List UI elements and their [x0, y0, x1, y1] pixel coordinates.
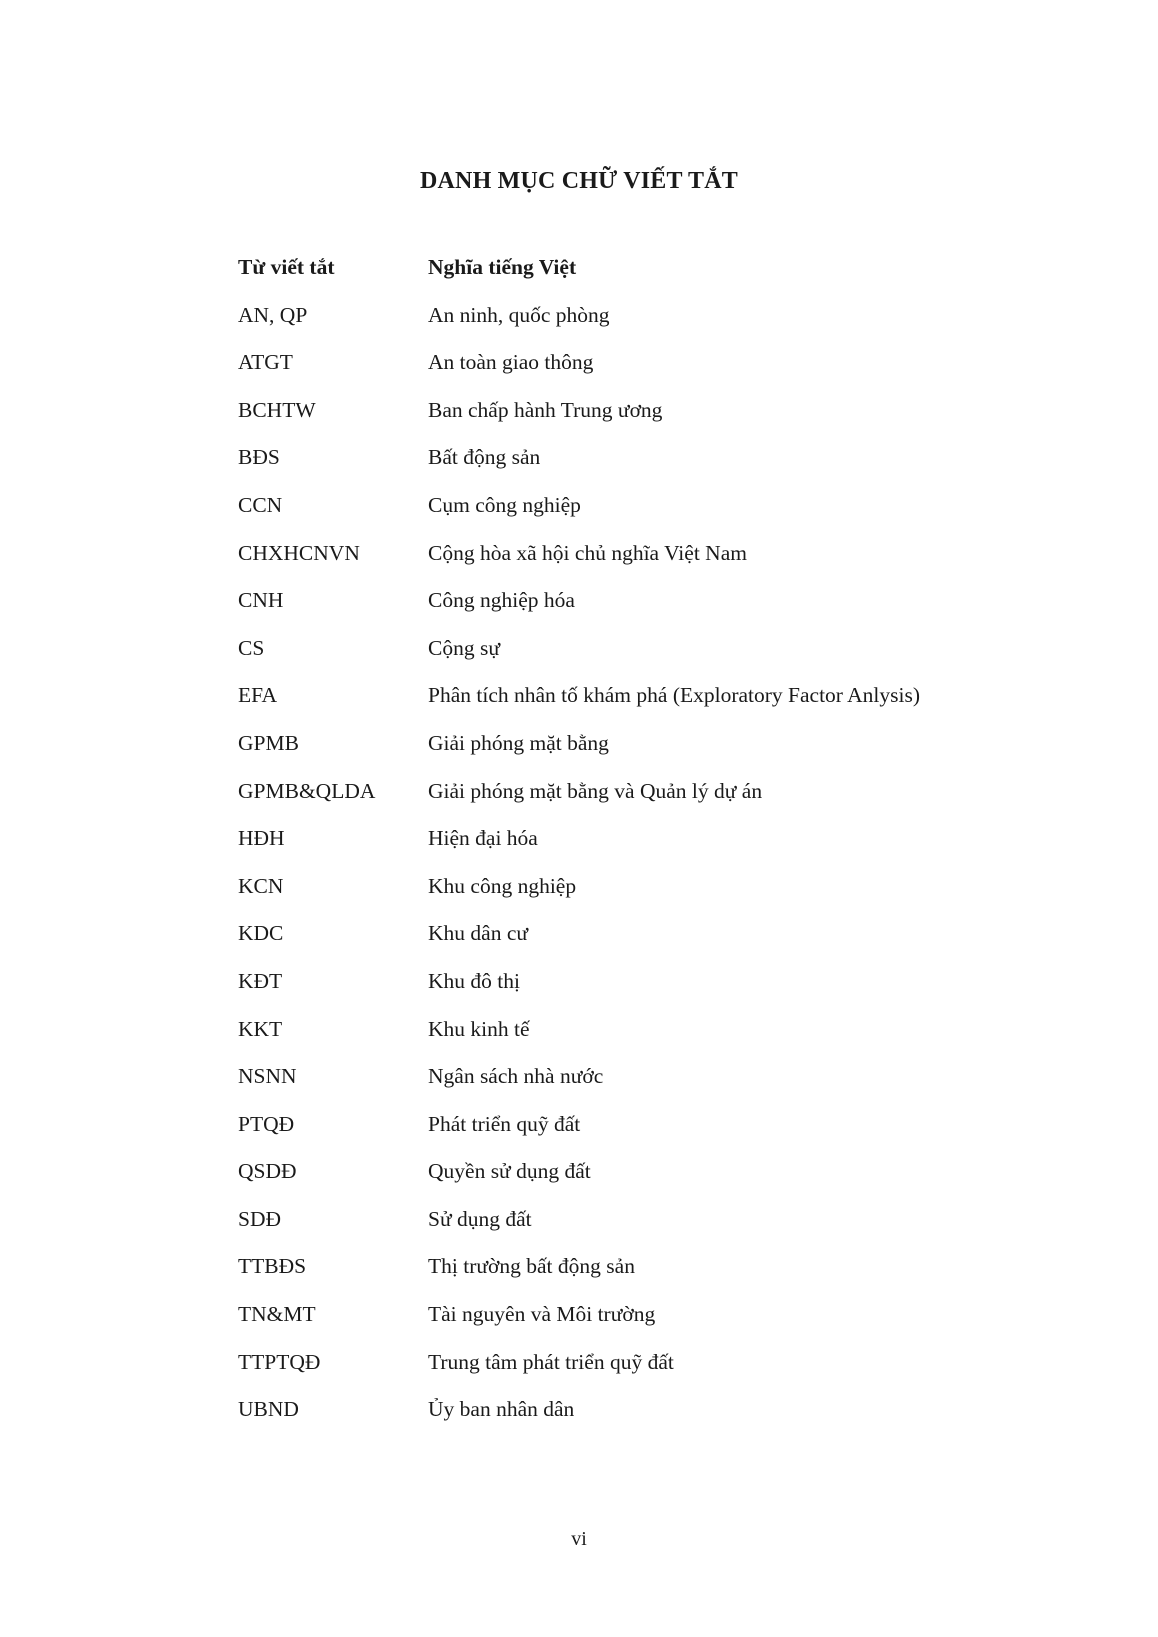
meaning: Khu công nghiệp — [428, 873, 577, 898]
abbreviation: CHXHCNVN — [238, 540, 360, 565]
abbreviation: UBND — [238, 1397, 299, 1422]
meaning: Cộng sự — [428, 635, 500, 660]
abbreviation: KDC — [238, 921, 284, 946]
meaning: Ban chấp hành Trung ương — [428, 397, 663, 422]
table-row — [238, 349, 998, 397]
table-row — [238, 1016, 998, 1064]
abbreviation: NSNN — [238, 1064, 297, 1089]
abbreviation: SDĐ — [238, 1206, 282, 1231]
header-abbreviation: Từ viết tắt — [238, 255, 335, 279]
table-row — [238, 1301, 998, 1349]
abbreviation: CS — [238, 635, 265, 660]
meaning: An toàn giao thông — [428, 350, 594, 375]
abbreviation: KCN — [238, 873, 284, 898]
table-row — [238, 635, 998, 683]
meaning: Phân tích nhân tố khám phá (Exploratory Factor Anlysis) — [428, 683, 921, 708]
table-row — [238, 1253, 998, 1301]
meaning: Công nghiệp hóa — [428, 588, 575, 613]
abbreviation: EFA — [238, 683, 278, 708]
abbreviation: GPMB — [238, 730, 299, 755]
abbreviation: KKT — [238, 1016, 283, 1041]
meaning: Khu dân cư — [428, 921, 529, 946]
abbreviation: QSDĐ — [238, 1159, 297, 1184]
meaning: Ủy ban nhân dân — [428, 1397, 575, 1422]
meaning: Thị trường bất động sản — [428, 1254, 635, 1279]
abbreviation: TTBĐS — [238, 1254, 307, 1279]
meaning: Giải phóng mặt bằng — [428, 730, 609, 755]
table-row — [238, 873, 998, 921]
abbreviation: TTPTQĐ — [238, 1349, 321, 1374]
table-row — [238, 1349, 998, 1397]
table-row — [238, 1063, 998, 1111]
meaning: Sử dụng đất — [428, 1206, 532, 1231]
meaning: Ngân sách nhà nước — [428, 1064, 604, 1089]
meaning: An ninh, quốc phòng — [428, 302, 610, 327]
table-row — [238, 492, 998, 540]
table-row — [238, 540, 998, 588]
meaning: Hiện đại hóa — [428, 826, 538, 851]
header-meaning: Nghĩa tiếng Việt — [428, 255, 577, 279]
abbreviation: BCHTW — [238, 397, 316, 422]
meaning: Bất động sản — [428, 445, 541, 470]
abbreviation: GPMB&QLDA — [238, 778, 376, 803]
table-row — [238, 730, 998, 778]
abbreviation: KĐT — [238, 968, 283, 993]
page-title: DANH MỤC CHỮ VIẾT TẮT — [419, 168, 739, 194]
abbreviation: CNH — [238, 588, 284, 613]
table-row — [238, 302, 998, 350]
meaning: Trung tâm phát triển quỹ đất — [428, 1349, 674, 1374]
abbreviation: TN&MT — [238, 1302, 316, 1327]
abbreviation: CCN — [238, 492, 283, 517]
meaning: Khu đô thị — [428, 968, 520, 993]
table-row — [238, 1206, 998, 1254]
abbreviation: HĐH — [238, 826, 285, 851]
meaning: Tài nguyên và Môi trường — [428, 1302, 656, 1327]
abbreviation: PTQĐ — [238, 1111, 295, 1136]
meaning: Giải phóng mặt bằng và Quản lý dự án — [428, 778, 763, 803]
abbreviation-table — [238, 254, 998, 1444]
table-row — [238, 825, 998, 873]
meaning: Quyền sử dụng đất — [428, 1159, 591, 1184]
table-row — [238, 444, 998, 492]
abbreviation: ATGT — [238, 350, 293, 375]
meaning: Cụm công nghiệp — [428, 492, 581, 517]
meaning: Khu kinh tế — [428, 1016, 530, 1041]
meaning: Cộng hòa xã hội chủ nghĩa Việt Nam — [428, 540, 747, 565]
table-row — [238, 920, 998, 968]
table-row — [238, 397, 998, 445]
table-row — [238, 587, 998, 635]
table-row — [238, 682, 998, 730]
table-row — [238, 778, 998, 826]
abbreviation: BĐS — [238, 445, 280, 470]
table-row — [238, 1111, 998, 1159]
table-header-row — [238, 254, 998, 302]
table-row — [238, 1158, 998, 1206]
meaning: Phát triển quỹ đất — [428, 1111, 581, 1136]
table-row — [238, 1396, 998, 1444]
page-number: vi — [571, 1528, 587, 1550]
abbreviation: AN, QP — [238, 302, 308, 327]
table-row — [238, 968, 998, 1016]
